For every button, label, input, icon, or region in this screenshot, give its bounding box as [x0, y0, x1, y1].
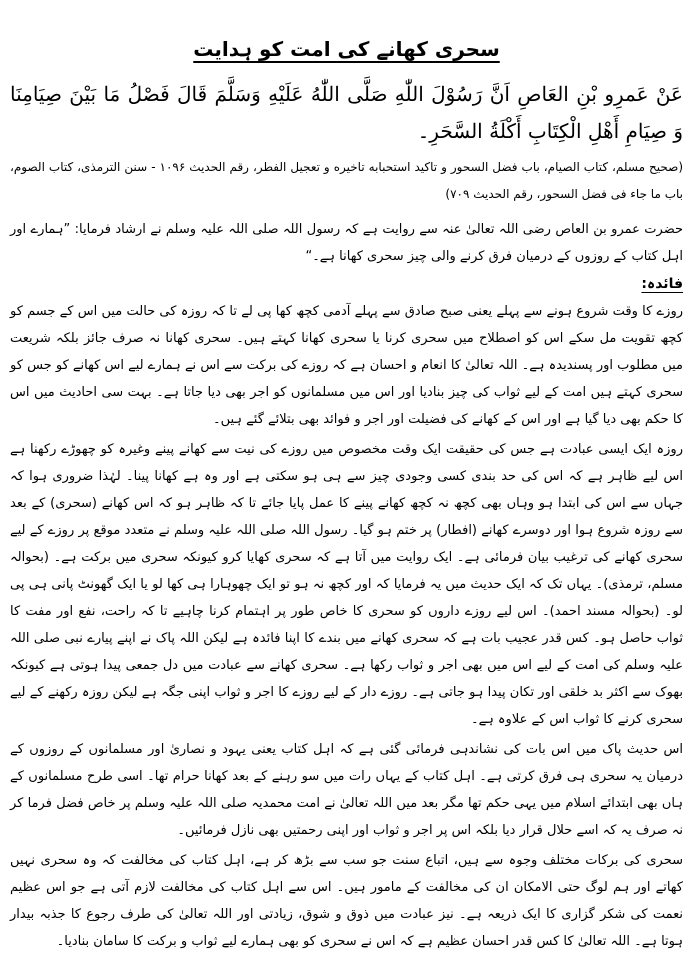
paragraph-2: روزہ ایک ایسی عبادت ہے جس کی حقیقت ایک وقت مخصوص میں روزے کی نیت سے کھانے پینے وغیرہ کو چھوڑے رکھنا ہے اس لیے ظاہر ہے کہ اس کی حد بندی کسی وجودی چیز سے ہی ہو سکتی ہے اور وہ ہے کھانا پینا۔ لہٰذا ضروری ہوا کہ جہاں سے اس کی ابتدا ہو وہاں بھی کچھ نہ کچھ کھانے پینے کا عمل پایا جائے تا کہ ظاہر ہو کہ اس کھانے (سحری) کے بعد سے روزہ شروع ہوا اور دوسرے کھانے (افطار) پر ختم ہو گیا۔ رسول اللہ صلی اللہ علیہ وسلم نے متعدد موقع پر روزے کے لیے سحری کھانے کی ترغیب بیان فرمائی ہے۔ ایک روایت میں آتا ہے کہ سحری کھایا کرو کیونکہ سحری میں برکت ہے۔ (بحوالہ مسلم، ترمذی)۔ یہاں تک کہ ایک حدیث میں یہ فرمایا کہ اور کچھ نہ ہو تو ایک چھوہارا ہی کھا لو یا ایک گھونٹ پانی ہی پی لو۔ (بحوالہ مسند احمد)۔ اس لیے روزے داروں کو سحری کا خاص طور پر اہتمام کرنا چاہیے تا کہ راحت، نفع اور مفت کا ثواب حاصل ہو۔ کس قدر عجیب بات ہے کہ سحری کھانے میں بندے کا اپنا فائدہ ہے لیکن اللہ پاک نے اپنے پیارے نبی صلی اللہ علیہ وسلم کی امت کے لیے اس میں بھی اجر و ثواب رکھا ہے۔ سحری کھانے سے عبادت میں دل جمعی پیدا ہوتی ہے کیونکہ بھوک سے اکثر بد خلقی اور تکان پیدا ہو جاتی ہے۔ روزے دار کے لیے روزے کا اجر و ثواب اپنی جگہ ہے لیکن روزہ رکھنے کے لیے سحری کرنے کا ثواب اس کے علاوہ ہے۔ [10, 442, 683, 727]
paragraph-3: اس حدیث پاک میں اس بات کی نشاندہی فرمائی گئی ہے کہ اہل کتاب یعنی یہود و نصاریٰ اور مسلمانوں کے روزوں کے درمیان یہ سحری ہی فرق کرتی ہے۔ اہل کتاب کے یہاں رات میں سو رہنے کے بعد کھانا حرام تھا۔ اسی طرح مسلمانوں کے ہاں بھی ابتدائے اسلام میں یہی حکم تھا مگر بعد میں اللہ تعالیٰ نے امت محمدیہ صلی اللہ علیہ وسلم پر خاص فضل فرما کر نہ صرف یہ کہ اسے حلال قرار دیا بلکہ اس پر اجر و ثواب اور اپنی رحمتیں بھی نازل فرمائیں۔ [10, 742, 683, 838]
hadith-reference: (صحیح مسلم، کتاب الصیام، باب فضل السحور و تاکید استحبابه تاخیره و تعجیل الفطر، رقم الحدیث ۱۰۹۶ - سنن الترمذی، کتاب الصوم، باب ما جاء فی فضل السحور، رقم الحدیث ۷۰۹) [10, 160, 683, 201]
page-title: سحری کھانے کی امت کو ہدایت [193, 37, 500, 61]
arabic-hadith: عَنْ عَمرِو بْنِ العَاصِ اَنَّ رَسُوْلَ اللّٰهِ صَلَّى اللّٰهُ عَلَيْهِ وَسَلَّمَ قَالَ فَصْلُ مَا بَيْنَ صِيَامِنَا وَ صِيَامِ أَهْلِ الْكِتَابِ أَكْلَةُ السَّحَرِ۔ [10, 82, 683, 143]
paragraph-1: روزے کا وقت شروع ہونے سے پہلے یعنی صبح صادق سے پہلے آدمی کچھ کھا پی لے تا کہ روزہ کی حالت میں اس کے جسم کو کچھ تقویت مل سکے اس کو اصطلاح میں سحری کرنا یا سحری کھانا کہتے ہیں۔ سحری کھانا نہ صرف جائز بلکہ شریعت میں مطلوب اور پسندیدہ ہے۔ اللہ تعالیٰ کا انعام و احسان ہے کہ روزے کی برکت سے اس نے ہمارے لیے اس کھانے کو جس کو سحری کہتے ہیں امت کے لیے ثواب کی چیز بنادیا اور اس میں مسلمانوں کو اجر بھی دیا جاتا ہے۔ بہت سی احادیث میں اس کا حکم بھی دیا گیا ہے اور اس کے کھانے کی فضیلت اور اجر و فوائد بھی بتلائے گئے ہیں۔ [10, 304, 683, 427]
benefit-heading: فائدہ: [641, 276, 683, 292]
paragraph-4: سحری کی برکات مختلف وجوہ سے ہیں، اتباع سنت جو سب سے بڑھ کر ہے، اہل کتاب کی مخالفت کہ وہ سحری نہیں کھاتے اور ہم لوگ حتی الامکان ان کی مخالفت کے مامور ہیں۔ اس سے اہل کتاب کی مخالفت لازم آتی ہے جو اس عظیم نعمت کی شکر گزاری کا ایک ذریعہ ہے۔ نیز عبادت میں ذوق و شوق، زیادتی اور اللہ تعالیٰ کی طرف رجوع کا جذبہ بیدار ہوتا ہے۔ اللہ تعالیٰ کا کس قدر احسان عظیم ہے کہ اس نے سحری کو بھی ہمارے لیے ثواب و برکت کا سامان بنادیا۔ [10, 853, 683, 949]
hadith-translation: حضرت عمرو بن العاص رضی اللہ تعالیٰ عنہ سے روایت ہے کہ رسول اللہ صلی اللہ علیہ وسلم نے ارشاد فرمایا: ”ہمارے اور اہل کتاب کے روزوں کے درمیان فرق کرنے والی چیز سحری کھانا ہے۔“ [10, 222, 683, 264]
